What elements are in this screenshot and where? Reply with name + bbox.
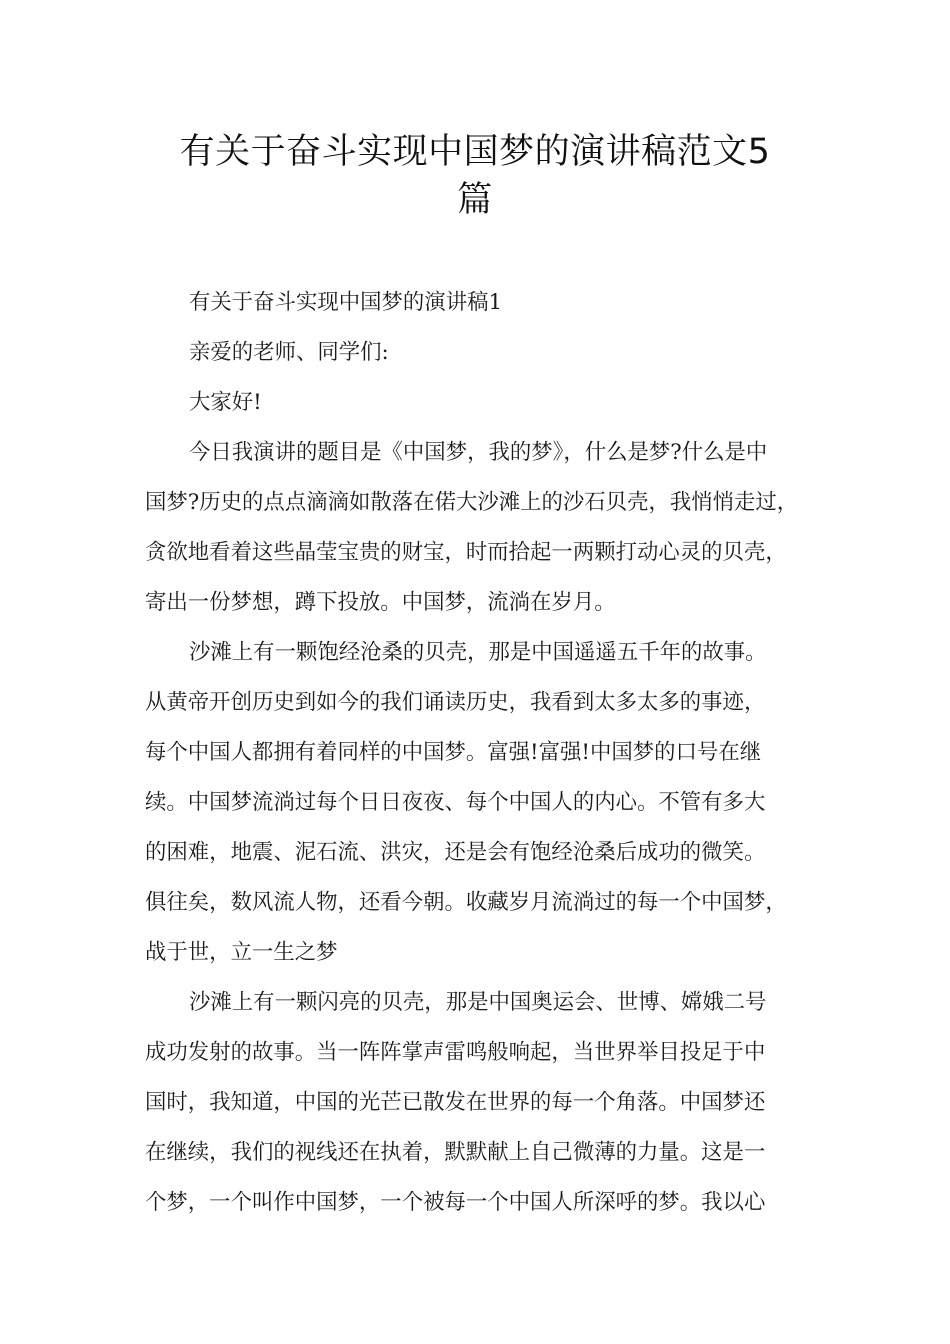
- title-line-1: 有关于奋斗实现中国梦的演讲稿范文5: [179, 132, 771, 172]
- paragraph-1-line: 国梦?历史的点点滴滴如散落在偌大沙滩上的沙石贝壳，我悄悄走过，: [145, 490, 799, 515]
- paragraph-2-line: 从黄帝开创历史到如今的我们诵读历史，我看到太多太多的事迹，: [145, 690, 766, 715]
- paragraph-2-line: 俱往矣，数风流人物，还看今朝。收藏岁月流淌过的每一个中国梦，: [145, 890, 787, 915]
- document-body: [145, 283, 825, 1233]
- paragraph-3-line: 沙滩上有一颗闪亮的贝壳，那是中国奥运会、世博、嫦娥二号: [189, 990, 767, 1015]
- paragraph-2-line: 沙滩上有一颗饱经沧桑的贝壳，那是中国遥遥五千年的故事。: [189, 640, 767, 665]
- title-line-2: 篇: [457, 180, 493, 220]
- paragraph-3-line: 个梦，一个叫作中国梦，一个被每一个中国人所深呼的梦。我以心: [145, 1190, 766, 1215]
- paragraph-3-line: 成功发射的故事。当一阵阵掌声雷鸣般响起，当世界举目投足于中: [145, 1040, 766, 1065]
- paragraph-3-line: 国时，我知道，中国的光芒已散发在世界的每一个角落。中国梦还: [145, 1090, 766, 1115]
- paragraph-2-line: 每个中国人都拥有着同样的中国梦。富强!富强!中国梦的口号在继: [145, 740, 762, 765]
- salutation: 亲爱的老师、同学们:: [189, 340, 389, 365]
- paragraph-2-line: 战于世，立一生之梦: [145, 940, 338, 965]
- paragraph-2-line: 的困难，地震、泥石流、洪灾，还是会有饱经沧桑后成功的微笑。: [145, 840, 766, 865]
- paragraph-1-line: 贪欲地看着这些晶莹宝贵的财宝，时而拾起一两颗打动心灵的贝壳，: [145, 540, 787, 565]
- paragraph-1-line: 寄出一份梦想，蹲下投放。中国梦，流淌在岁月。: [145, 590, 616, 615]
- speech-subheading: 有关于奋斗实现中国梦的演讲稿1: [189, 290, 503, 315]
- paragraph-1-line: 今日我演讲的题目是《中国梦，我的梦》，什么是梦?什么是中: [189, 440, 768, 465]
- greeting: 大家好!: [189, 390, 262, 415]
- paragraph-3-line: 在继续，我们的视线还在执着，默默献上自己微薄的力量。这是一: [145, 1140, 766, 1165]
- paragraph-2-line: 续。中国梦流淌过每个日日夜夜、每个中国人的内心。不管有多大: [145, 790, 766, 815]
- document-title: [120, 128, 830, 224]
